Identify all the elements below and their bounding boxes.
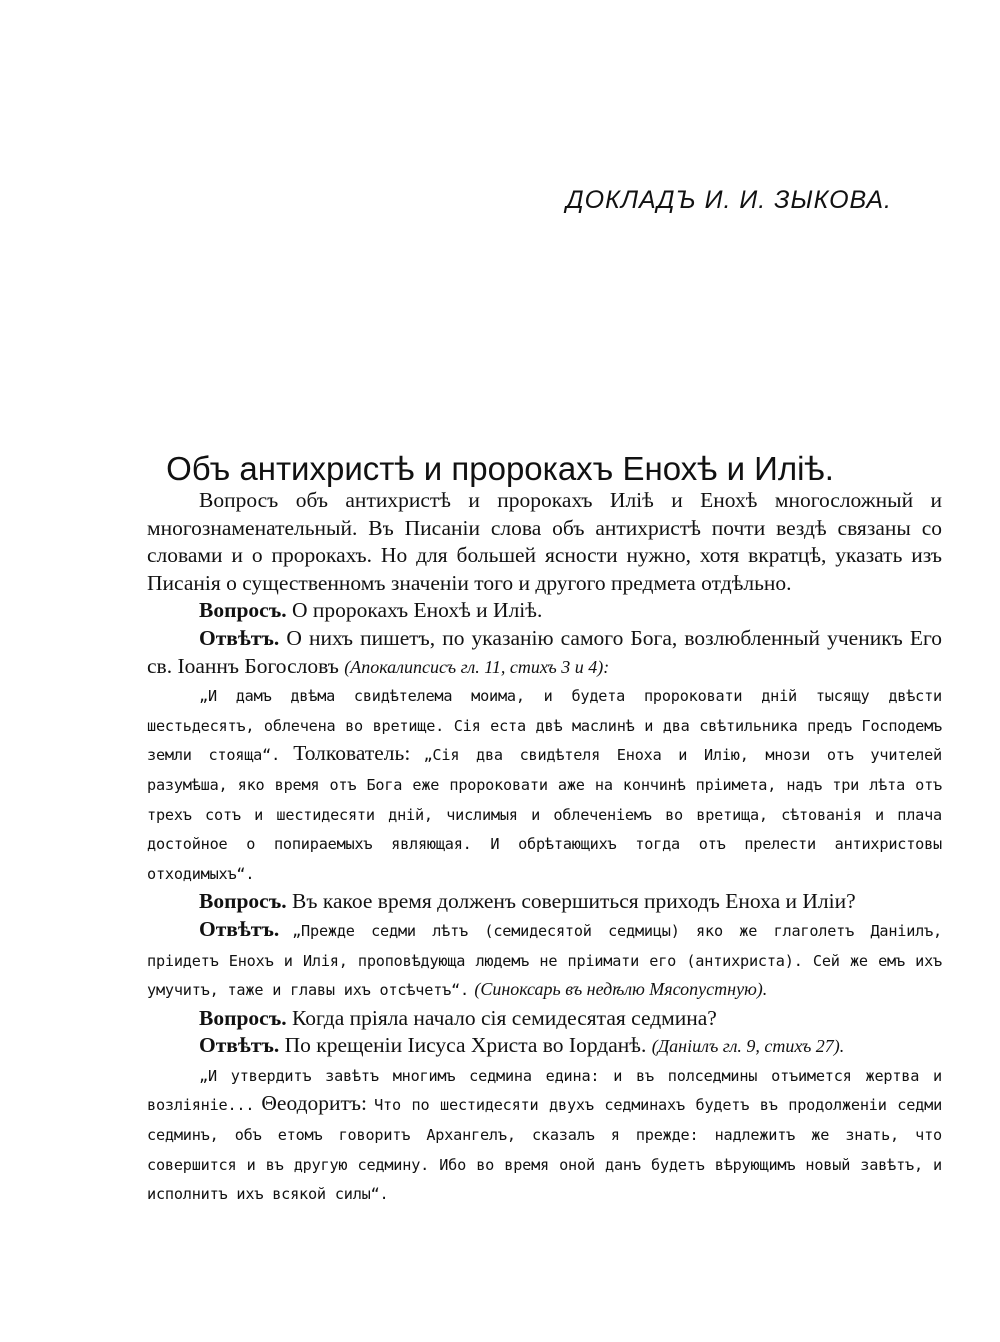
slavonic-quote: „Сія два свидѣтеля Еноха и Илію, мнози отъ учителей разумѣша, яко время отъ Бога еже пророковати аже на кончинѣ пріимета, надъ три лѣта отъ трехъ сотъ и шестидесяти дній, числимыя и облеченіемъ во вретища, сѣтованія и плача достойное о попираемыхъ являющая. И обрѣтающихъ тогда отъ прелести антихристовы отходимыхъ“.	[147, 746, 942, 883]
intro-paragraph: Вопросъ объ антихристѣ и пророкахъ Иліѣ и Енохѣ многосложный и многознаменательный. Въ Писаніи слова объ антихристѣ почти вездѣ связаны со словами и о пророкахъ. Но для большей ясности нужно, хотя вкратцѣ, указать изъ Писанія о существенномъ значеніи того и другого предмета отдѣльно.	[147, 488, 942, 595]
answer-text: О нихъ пишетъ, по указанію самого Бога, возлюбленный ученикъ Его св. Іоаннъ Богословъ	[147, 625, 943, 678]
question-text: О пророкахъ Енохѣ и Иліѣ.	[292, 598, 543, 623]
article-body	[147, 487, 942, 1209]
source-reference: (Синоксарь въ недѣлю Мясопустную).	[474, 979, 768, 1000]
answer-3	[147, 1032, 942, 1061]
answer-1	[147, 625, 942, 681]
answer-3-quote	[147, 1061, 942, 1209]
answer-1-quote	[147, 681, 942, 888]
slavonic-quote: „И утвердитъ завѣтъ многимъ седмина едина: и въ полседмины отъимется жертва и возліяніе...	[147, 1066, 942, 1115]
answer-2	[147, 916, 942, 1005]
slavonic-quote: „Прежде седми лѣтъ (семидесятой седмицы) яко же глаголетъ Даніилъ, пріидетъ Енохъ и Илія, проповѣдующа людемъ не пріимати его (антихриста). Сей же емъ ихъ умучитъ, таже и главы ихъ отсѣчетъ“.	[147, 921, 943, 1000]
answer-text: По крещеніи Іисуса Христа во Іорданѣ.	[284, 1033, 647, 1058]
slavonic-quote: „И дамъ двѣма свидѣтелема моима, и будета пророковати дній тысящу двѣсти шестьдесятъ, облечена во вретище. Сія еста двѣ маслинѣ и два свѣтильника предъ Господемъ земли стояща“.	[147, 687, 942, 765]
answer-label: Отвѣтъ.	[199, 916, 280, 941]
slavonic-quote: Что по шестидесяти двухъ седминахъ будетъ въ продолженіи седми седминъ, объ етомъ говоритъ Архангелъ, сказалъ я прежде: надлежитъ же знать, что совершится и въ другую седмину. Ибо во время оной данъ будетъ вѣрующимъ новый завѣтъ, и исполнитъ ихъ всякой силы“.	[147, 1096, 943, 1204]
question-label: Вопросъ.	[199, 889, 287, 914]
interpreter-label: Θеодоритъ:	[261, 1091, 368, 1116]
scripture-reference: (Апокалипсисъ гл. 11, стихъ 3 и 4):	[344, 656, 610, 677]
answer-label: Отвѣтъ.	[199, 625, 280, 650]
running-header: ДОКЛАДЪ И. И. ЗЫКОВА.	[566, 186, 892, 214]
question-label: Вопросъ.	[199, 598, 287, 623]
scripture-reference: (Даніилъ гл. 9, стихъ 27).	[651, 1036, 845, 1057]
question-label: Вопросъ.	[199, 1005, 287, 1030]
question-text: Когда пріяла начало сія семидесятая седмина?	[292, 1005, 717, 1030]
question-2	[147, 888, 942, 916]
answer-label: Отвѣтъ.	[199, 1033, 280, 1058]
interpreter-label: Толкователь:	[293, 741, 411, 766]
question-text: Въ какое время долженъ совершиться приходъ Еноха и Иліи?	[292, 889, 856, 914]
question-3	[147, 1005, 942, 1033]
article-title: Объ антихристѣ и пророкахъ Енохѣ и Иліѣ.	[166, 450, 834, 488]
question-1	[147, 597, 942, 625]
